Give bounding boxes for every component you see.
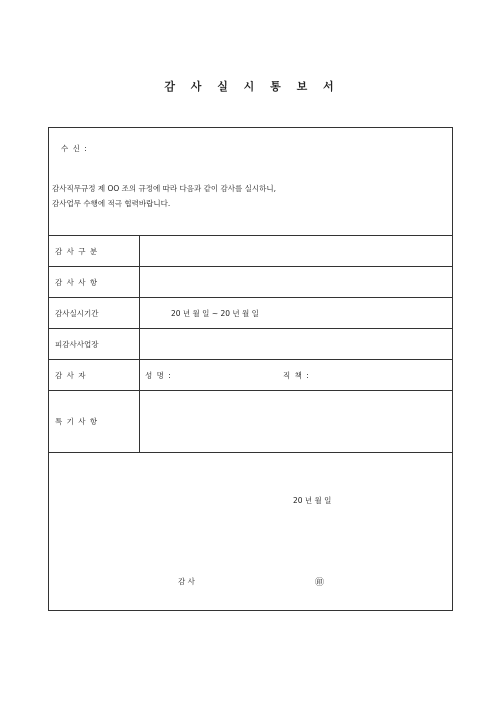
intro-line-1: 감사직무규정 제 OO 조의 규정에 따라 다음과 같이 감사를 실시하니, <box>52 184 277 193</box>
row-divider <box>49 328 452 329</box>
document-title: 감 사 실 시 통 보 서 <box>164 80 340 93</box>
recipient-label: 수 신 : <box>61 144 88 153</box>
notice-form <box>48 127 453 611</box>
row-divider <box>49 266 452 267</box>
row-divider <box>49 452 452 453</box>
audited-site-label: 피감사사업장 <box>55 340 99 349</box>
audit-period-label: 감사실시기간 <box>55 309 99 318</box>
intro-line-2: 감사업무 수행에 적극 협력바랍니다. <box>52 199 171 208</box>
remarks-label: 특 기 사 항 <box>55 417 99 426</box>
signer-label: 감 사 <box>178 577 195 586</box>
seal-mark: ㊞ <box>315 578 325 588</box>
row-divider <box>49 390 452 391</box>
row-divider <box>49 359 452 360</box>
auditor-label: 감 사 자 <box>55 371 87 380</box>
notice-date: 20 년 월 일 <box>293 496 332 505</box>
audit-items-label: 감 사 사 항 <box>55 278 99 287</box>
auditor-name-label: 성 명 : <box>145 371 172 380</box>
row-divider <box>49 235 452 236</box>
row-divider <box>49 297 452 298</box>
auditor-position-label: 직 책 : <box>283 371 310 380</box>
column-divider <box>139 235 140 452</box>
audit-period-value: 20 년 월 일 ~ 20 년 월 일 <box>171 309 259 318</box>
audit-category-label: 감 사 구 분 <box>55 247 99 256</box>
